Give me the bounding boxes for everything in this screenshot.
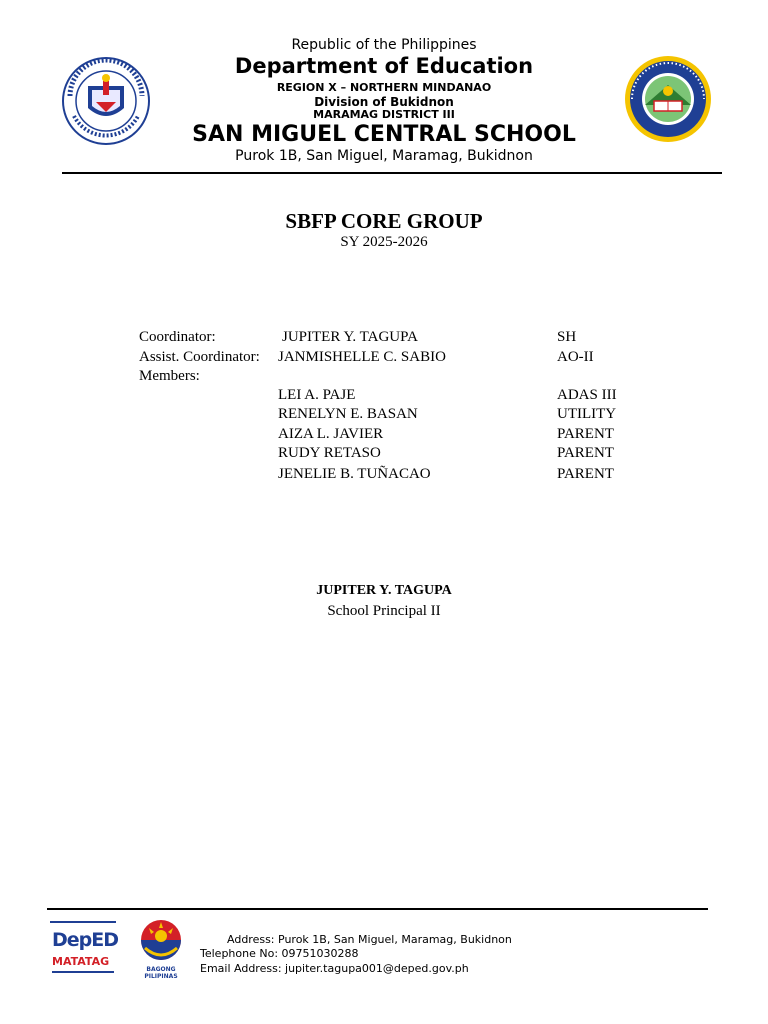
footer-address: Address: Purok 1B, San Miguel, Maramag, Bukidnon [227, 933, 512, 946]
roster-name: JENELIE B. TUÑACAO [278, 466, 431, 482]
deped-matatag-logo [50, 921, 118, 977]
roster-position: AO-II [557, 349, 594, 365]
roster-name: LEI A. PAJE [278, 387, 356, 403]
roster-position: ADAS III [557, 387, 617, 403]
roster-position: PARENT [557, 426, 614, 442]
signatory-title: School Principal II [327, 603, 441, 619]
school-year: SY 2025-2026 [340, 234, 428, 250]
school-address: Purok 1B, San Miguel, Maramag, Bukidnon [235, 148, 533, 164]
republic-heading: Republic of the Philippines [291, 37, 477, 53]
region-heading: REGION X – NORTHERN MINDANAO [276, 81, 492, 94]
roster-position: PARENT [557, 466, 614, 482]
footer-email: Email Address: jupiter.tagupa001@deped.gov.ph [200, 962, 469, 975]
footer-divider [47, 908, 708, 910]
roster-role: Assist. Coordinator: [139, 349, 260, 365]
document-title: SBFP CORE GROUP [285, 209, 483, 233]
department-heading: Department of Education [234, 54, 534, 78]
bagong-pilipinas-emblem-icon [131, 918, 191, 966]
signatory-name: JUPITER Y. TAGUPA [316, 583, 452, 598]
roster-position: PARENT [557, 445, 614, 461]
roster-role: Coordinator: [139, 329, 216, 345]
district-heading: MARAMAG DISTRICT III [313, 108, 455, 121]
roster-position: SH [557, 329, 577, 345]
division-heading: Division of Bukidnon [314, 95, 454, 109]
bagong-pilipinas-logo [131, 918, 191, 978]
deped-wordmark: DepED [52, 929, 119, 951]
header-divider [62, 172, 722, 174]
roster-name: JANMISHELLE C. SABIO [278, 349, 446, 365]
roster-position: UTILITY [557, 406, 617, 422]
roster-role: Members: [139, 368, 200, 384]
school-name-heading: SAN MIGUEL CENTRAL SCHOOL [192, 122, 576, 147]
roster-name: JUPITER Y. TAGUPA [282, 329, 418, 345]
roster-name: RUDY RETASO [278, 445, 381, 461]
roster-name: AIZA L. JAVIER [278, 426, 384, 442]
bagong-pilipinas-wordmark: BAGONG PILIPINAS [144, 966, 178, 980]
roster-name: RENELYN E. BASAN [278, 406, 418, 422]
footer-telephone: Telephone No: 09751030288 [200, 947, 359, 960]
matatag-wordmark: MATATAG [52, 955, 110, 968]
